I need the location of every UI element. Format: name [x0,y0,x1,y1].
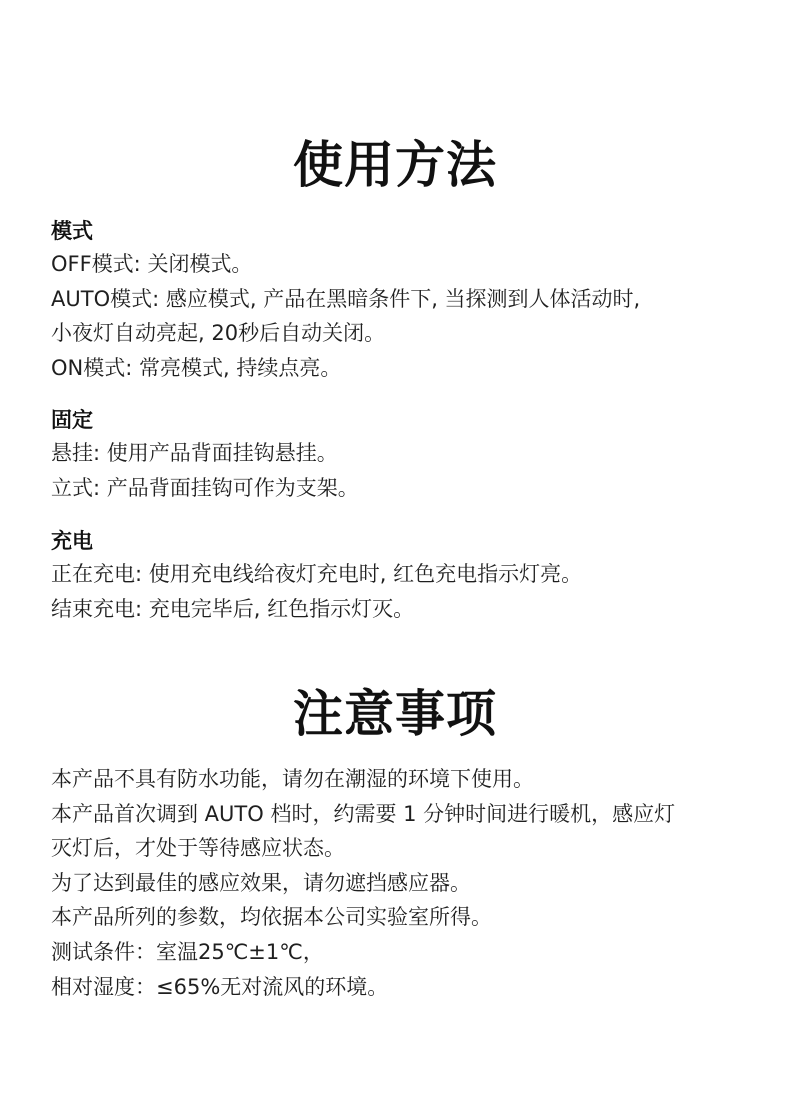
mount-section [51,404,771,505]
charge-line-done: 结束充电: 充电完毕后, 红色指示灯灭。 [51,596,415,621]
notes-line: 本产品所列的参数，均依据本公司实验室所得。 [51,905,492,930]
usage-title: 使用方法 [293,136,497,194]
notes-line: 本产品不具有防水功能，请勿在潮湿的环境下使用。 [51,767,534,791]
mount-line-hang: 悬挂: 使用产品背面挂钩悬挂。 [51,441,338,465]
notes-section [51,762,771,1004]
mode-line-off: OFF模式: 关闭模式。 [51,252,253,276]
notes-line: 为了达到最佳的感应效果，请勿遮挡感应器。 [51,870,471,895]
charge-heading: 充电 [51,529,93,553]
mount-line-stand: 立式: 产品背面挂钩可作为支架。 [51,475,359,500]
mode-line-on: ON模式: 常亮模式, 持续点亮。 [51,355,342,380]
mode-heading: 模式 [51,219,93,243]
notes-line: 灭灯后，才处于等待感应状态。 [51,836,345,861]
charge-line-charging: 正在充电: 使用充电线给夜灯充电时, 红色充电指示灯亮。 [51,562,583,586]
notes-line: 测试条件：室温25℃±1℃， [51,939,324,964]
charge-section [51,525,771,626]
notes-line: 相对湿度：≤65%无对流风的环境。 [51,974,389,999]
mount-heading: 固定 [51,408,93,432]
mode-section [51,215,771,385]
notes-line: 本产品首次调到 AUTO 档时，约需要 1 分钟时间进行暖机，感应灯 [51,801,676,826]
notes-title: 注意事项 [293,685,497,743]
mode-line-auto: AUTO模式: 感应模式, 产品在黑暗条件下, 当探测到人体活动时, [51,286,641,311]
mode-line-auto-cont: 小夜灯自动亮起, 20秒后自动关闭。 [51,321,386,345]
